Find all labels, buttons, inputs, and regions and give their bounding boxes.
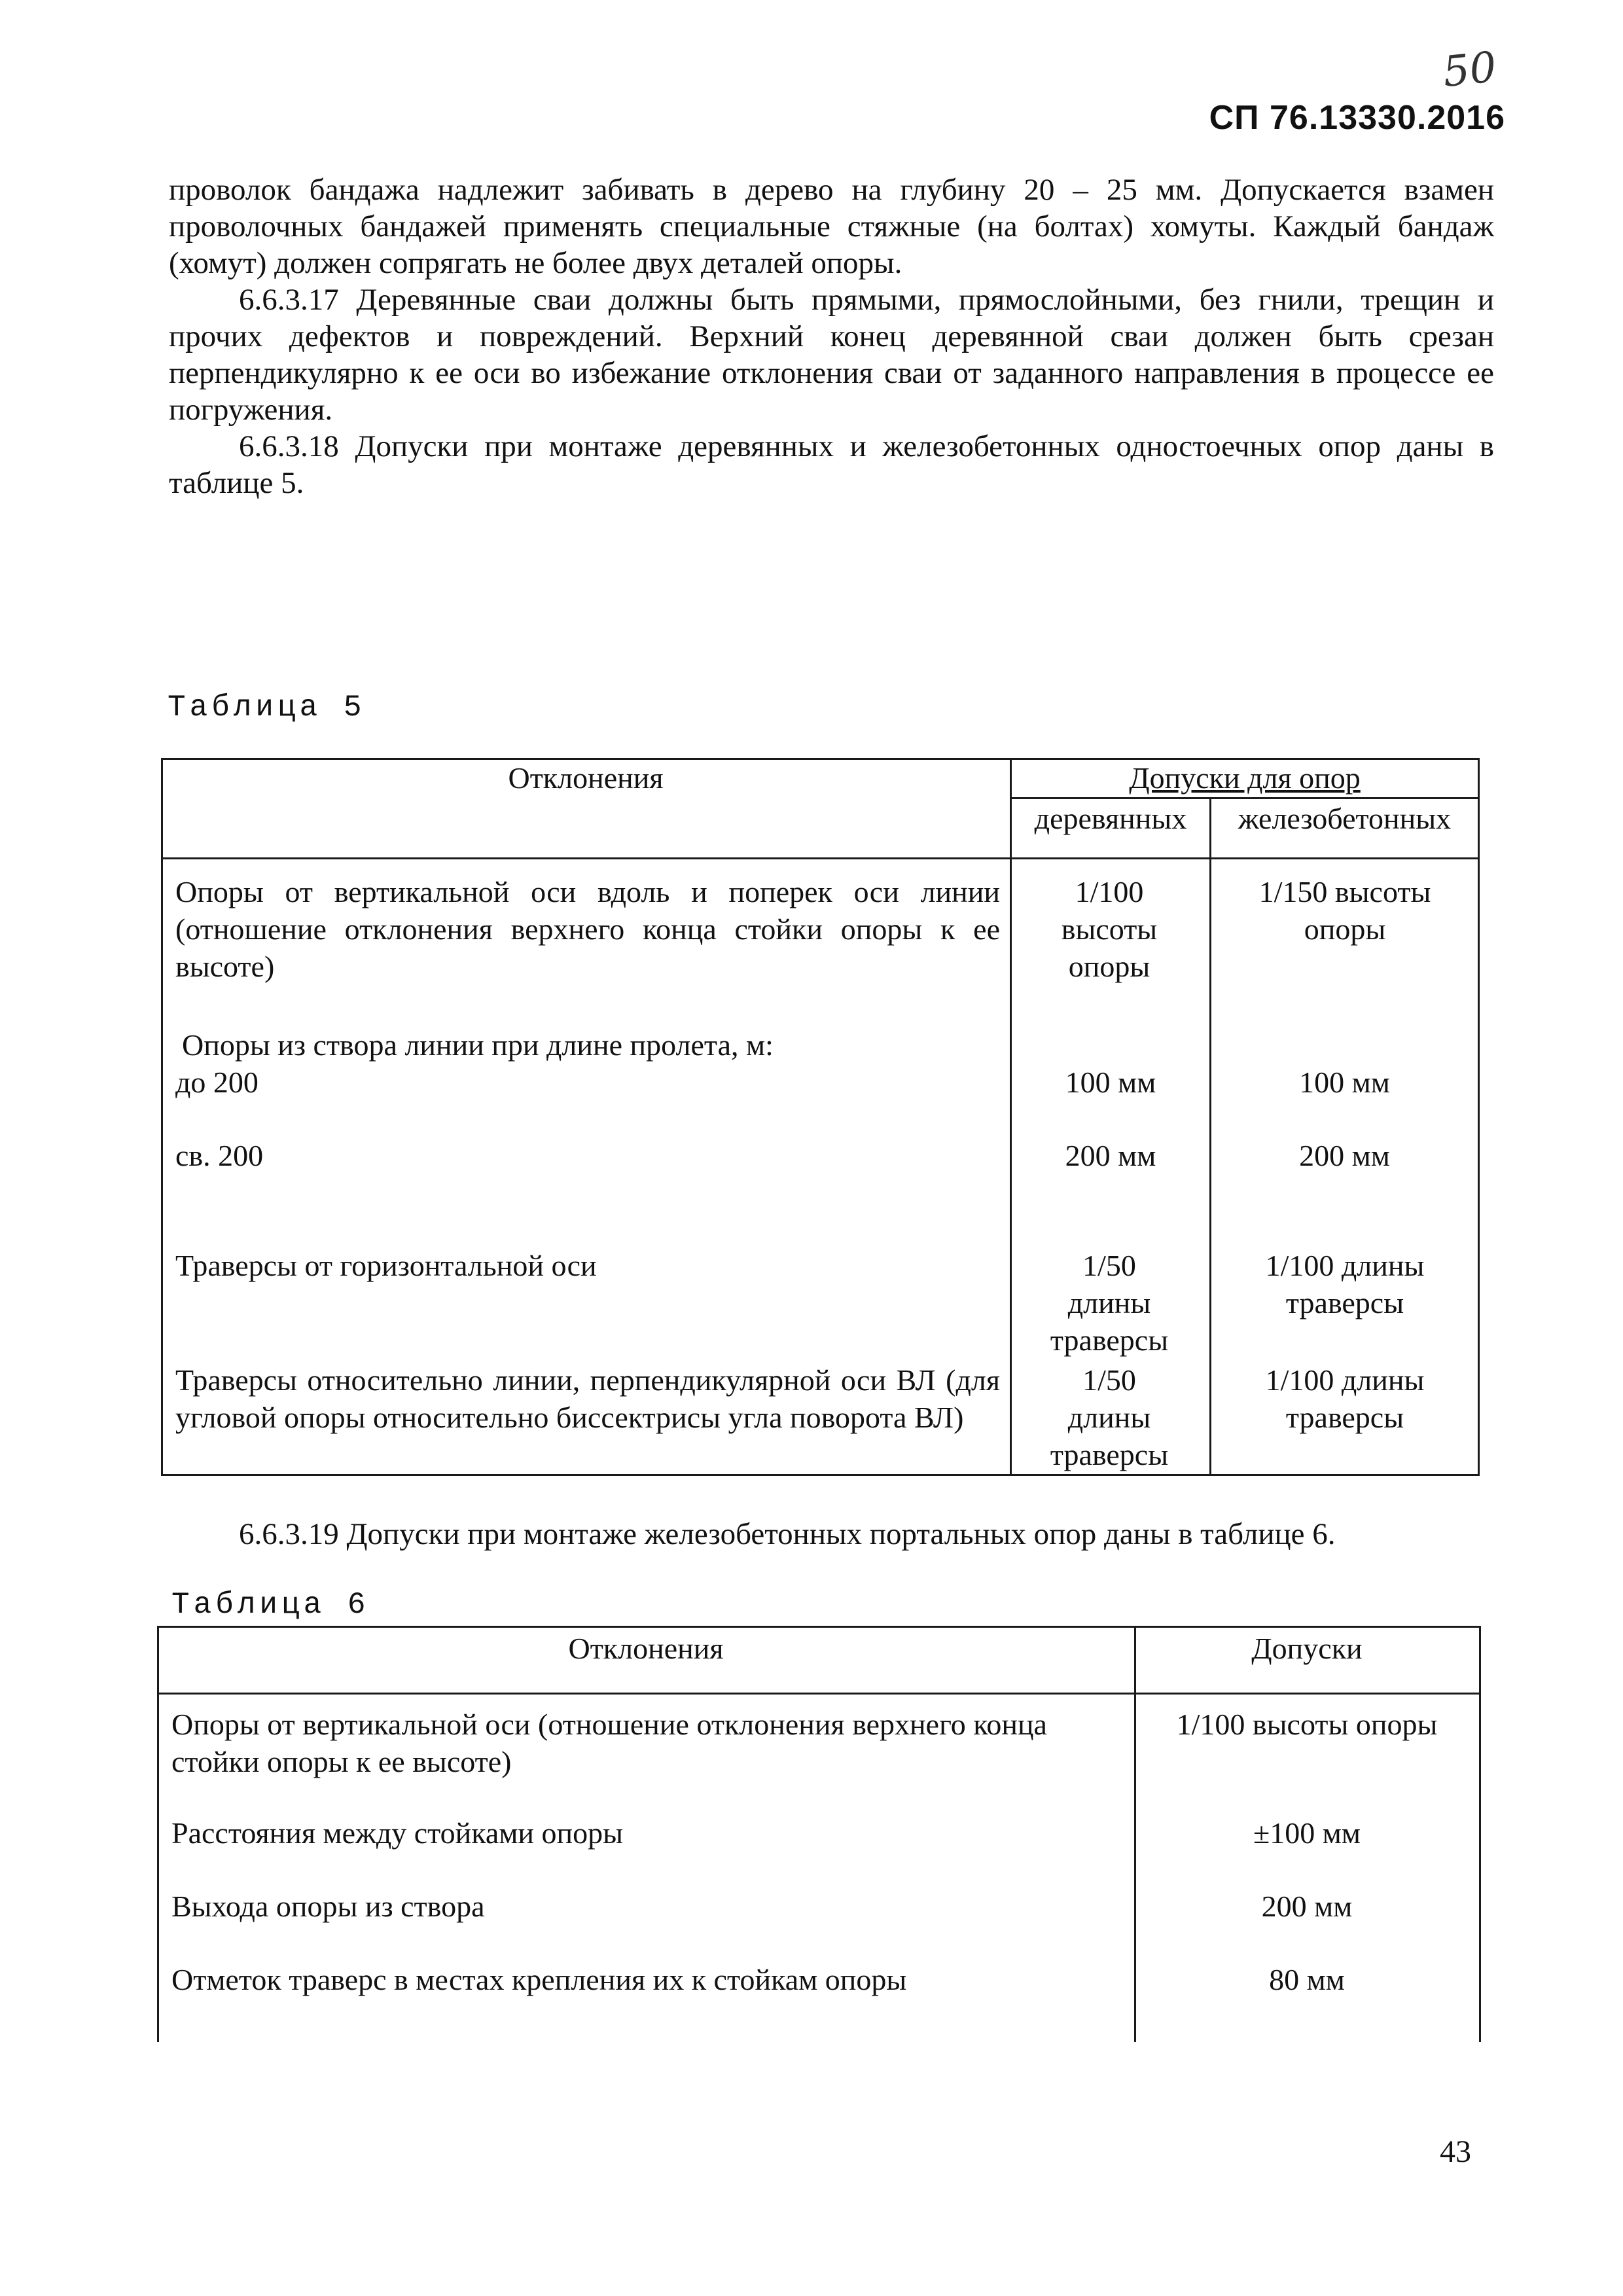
table5-caption: Таблица 5 (168, 691, 366, 725)
table6-header-tolerances: Допуски (1251, 1632, 1363, 1665)
table5-row-deviation: до 200 (175, 1066, 259, 1099)
table5-row-concrete: 1/100 длины траверсы (1265, 1363, 1425, 1434)
table5-row-wooden: 200 мм (1065, 1139, 1156, 1172)
table5-row-wooden: 1/50 длины траверсы (1050, 1363, 1169, 1471)
paragraph-6-6-3-17: 6.6.3.17 Деревянные сваи должны быть прямыми, прямослойными, без гнили, трещин и прочих дефектов и повреждений. Верхний конец деревянной сваи должен быть срезан перпендикулярно к ее оси во избежание отклонения сваи от заданного направления в процессе ее погружения. (169, 283, 1494, 427)
table5-header-deviations: Отклонения (508, 761, 664, 795)
table5-row-wooden: 1/50 длины траверсы (1050, 1249, 1169, 1357)
table6-row-deviation: Выхода опоры из створа (171, 1890, 485, 1923)
table5-row-deviation: Опоры от вертикальной оси вдоль и поперек оси линии (отношение отклонения верхнего конца стойки опоры к ее высоте) (175, 875, 1000, 983)
paragraph-6-6-3-19: 6.6.3.19 Допуски при монтаже железобетонных портальных опор даны в таблице 6. (239, 1517, 1336, 1551)
table5-row-concrete: 1/100 длины траверсы (1265, 1249, 1425, 1319)
table6-row-deviation: Расстояния между стойками опоры (171, 1816, 624, 1850)
table5-header-concrete: железобетонных (1238, 802, 1452, 835)
table5-row-concrete: 100 мм (1299, 1066, 1390, 1099)
table6-row-deviation: Опоры от вертикальной оси (отношение отклонения верхнего конца стойки опоры к ее высоте) (171, 1708, 1047, 1778)
table6-row-tolerance: 200 мм (1261, 1890, 1353, 1923)
paragraph-6-6-3-18: 6.6.3.18 Допуски при монтаже деревянных и железобетонных одностоечных опор даны в таблице 5. (169, 429, 1494, 500)
table6-row-tolerance: 1/100 высоты опоры (1176, 1708, 1438, 1741)
paragraph-continuation: проволок бандажа надлежит забивать в дерево на глубину 20 – 25 мм. Допускается взамен проволочных бандажей применять специальные стяжные (на болтах) хомуты. Каждый бандаж (хомут) должен сопрягать не более двух деталей опоры. (169, 173, 1494, 280)
table5-row-wooden: 100 мм (1065, 1066, 1156, 1099)
table6-row-deviation: Отметок траверс в местах крепления их к стойкам опоры (171, 1963, 907, 1996)
table5-header-wooden: деревянных (1034, 802, 1187, 835)
page-number: 43 (1440, 2134, 1471, 2169)
table5-row-deviation: Траверсы относительно линии, перпендикулярной оси ВЛ (для угловой опоры относительно биссектрисы угла поворота ВЛ) (175, 1363, 1000, 1434)
table5-row-deviation: св. 200 (175, 1139, 264, 1172)
document-code: СП 76.13330.2016 (1209, 99, 1505, 137)
table6-caption: Таблица 6 (171, 1588, 370, 1622)
table5-row-concrete: 1/150 высоты опоры (1258, 875, 1431, 946)
table6-row-tolerance: 80 мм (1269, 1963, 1345, 1996)
table5-row-concrete: 200 мм (1299, 1139, 1390, 1172)
table5-header-tolerances: Допуски для опор (1129, 761, 1361, 795)
table6-row-tolerance: ±100 мм (1253, 1816, 1361, 1850)
table5-row-deviation: Траверсы от горизонтальной оси (175, 1249, 597, 1282)
table5-row-deviation: Опоры из створа линии при длине пролета, м: (182, 1028, 774, 1062)
table5-row-wooden: 1/100 высоты опоры (1061, 875, 1158, 983)
handwritten-page-number: 50 (1440, 43, 1499, 98)
table6-header-deviations: Отклонения (568, 1632, 724, 1665)
